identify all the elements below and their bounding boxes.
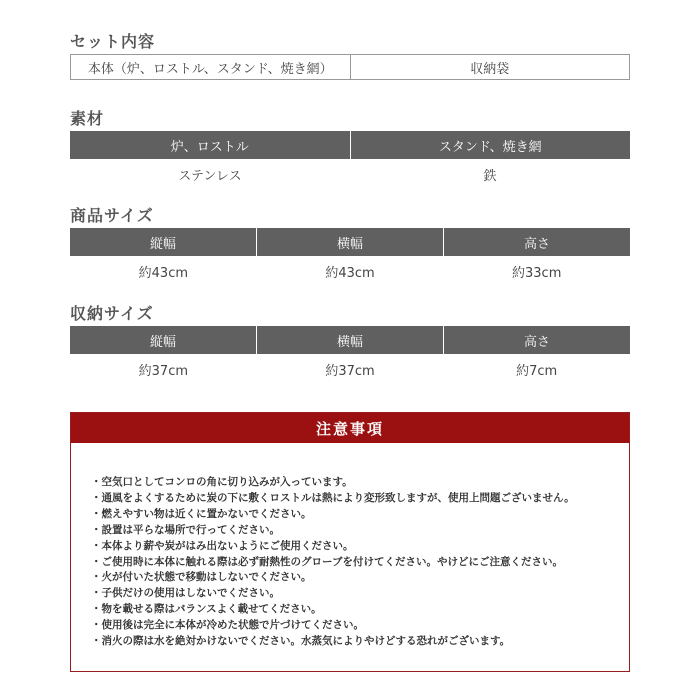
product-size-header-cell: 横幅 — [256, 228, 443, 256]
material-title: 素材 — [70, 109, 105, 128]
notice-item: ・物を載せる際はバランスよく載せてください。 — [91, 603, 322, 616]
product-size-value-cell: 約43cm — [325, 265, 375, 281]
notice-item: ・空気口としてコンロの角に切り込みが入っています。 — [91, 476, 353, 488]
set-contents-table — [70, 54, 630, 80]
storage-size-header-row — [70, 326, 630, 354]
storage-size-header-cell: 高さ — [443, 326, 630, 354]
set-item-main: 本体（炉、ロストル、スタンド、焼き網） — [87, 61, 333, 77]
storage-size-header-cell: 縦幅 — [149, 334, 176, 350]
set-contents-title: セット内容 — [70, 32, 156, 51]
notice-box — [70, 412, 630, 672]
notice-item: ・通風をよくするために炭の下に敷くロストルは熱により変形致しますが、使用上問題ございません。 — [91, 491, 575, 504]
product-size-header-cell: 高さ — [443, 228, 630, 256]
notice-item: ・子供だけの使用はしないでください。 — [91, 587, 280, 600]
product-size-header-cell: 縦幅 — [149, 236, 176, 252]
notice-title: 注意事項 — [71, 413, 629, 443]
material-value-row — [70, 159, 630, 189]
storage-size-value-cell: 約37cm — [138, 363, 189, 379]
product-size-table — [70, 228, 630, 286]
notice-item: ・火が付いた状態で移動はしないでください。 — [91, 571, 312, 584]
product-size-value-row — [70, 256, 630, 286]
notice-list — [91, 475, 621, 650]
notice-item: ・使用後は完全に本体が冷めた状態で片づけてください。 — [91, 619, 364, 632]
product-size-value-cell: 約33cm — [512, 265, 562, 281]
product-size-header-row — [70, 228, 630, 256]
storage-size-value-cell: 約37cm — [325, 363, 375, 379]
material-value-cell: 鉄 — [483, 168, 497, 184]
product-size-value-cell: 約43cm — [138, 265, 189, 281]
material-header-row — [70, 131, 630, 159]
storage-size-table — [70, 326, 630, 384]
notice-item: ・燃えやすい物は近くに置かないでください。 — [91, 507, 312, 520]
material-table — [70, 131, 630, 189]
material-value-cell: ステンレス — [178, 168, 242, 184]
product-size-title: 商品サイズ — [70, 206, 154, 225]
notice-item: ・ご使用時に本体に触れる際は必ず耐熱性のグローブを付けてください。やけどにご注意ください。 — [91, 555, 563, 568]
storage-size-value-cell: 約7cm — [516, 363, 558, 379]
notice-item: ・本体より薪や炭がはみ出ないようにご使用ください。 — [91, 539, 354, 552]
notice-item: ・設置は平らな場所で行ってください。 — [91, 523, 280, 536]
storage-size-value-row — [70, 354, 630, 384]
storage-size-title: 収納サイズ — [70, 304, 154, 323]
notice-item: ・消火の際は水を絶対かけないでください。水蒸気によりやけどする恐れがございます。 — [91, 635, 511, 648]
material-header-cell: 炉、ロストル — [170, 139, 249, 155]
material-header-cell: スタンド、焼き網 — [350, 131, 631, 159]
storage-size-header-cell: 横幅 — [256, 326, 443, 354]
set-item-bag: 収納袋 — [350, 55, 630, 79]
